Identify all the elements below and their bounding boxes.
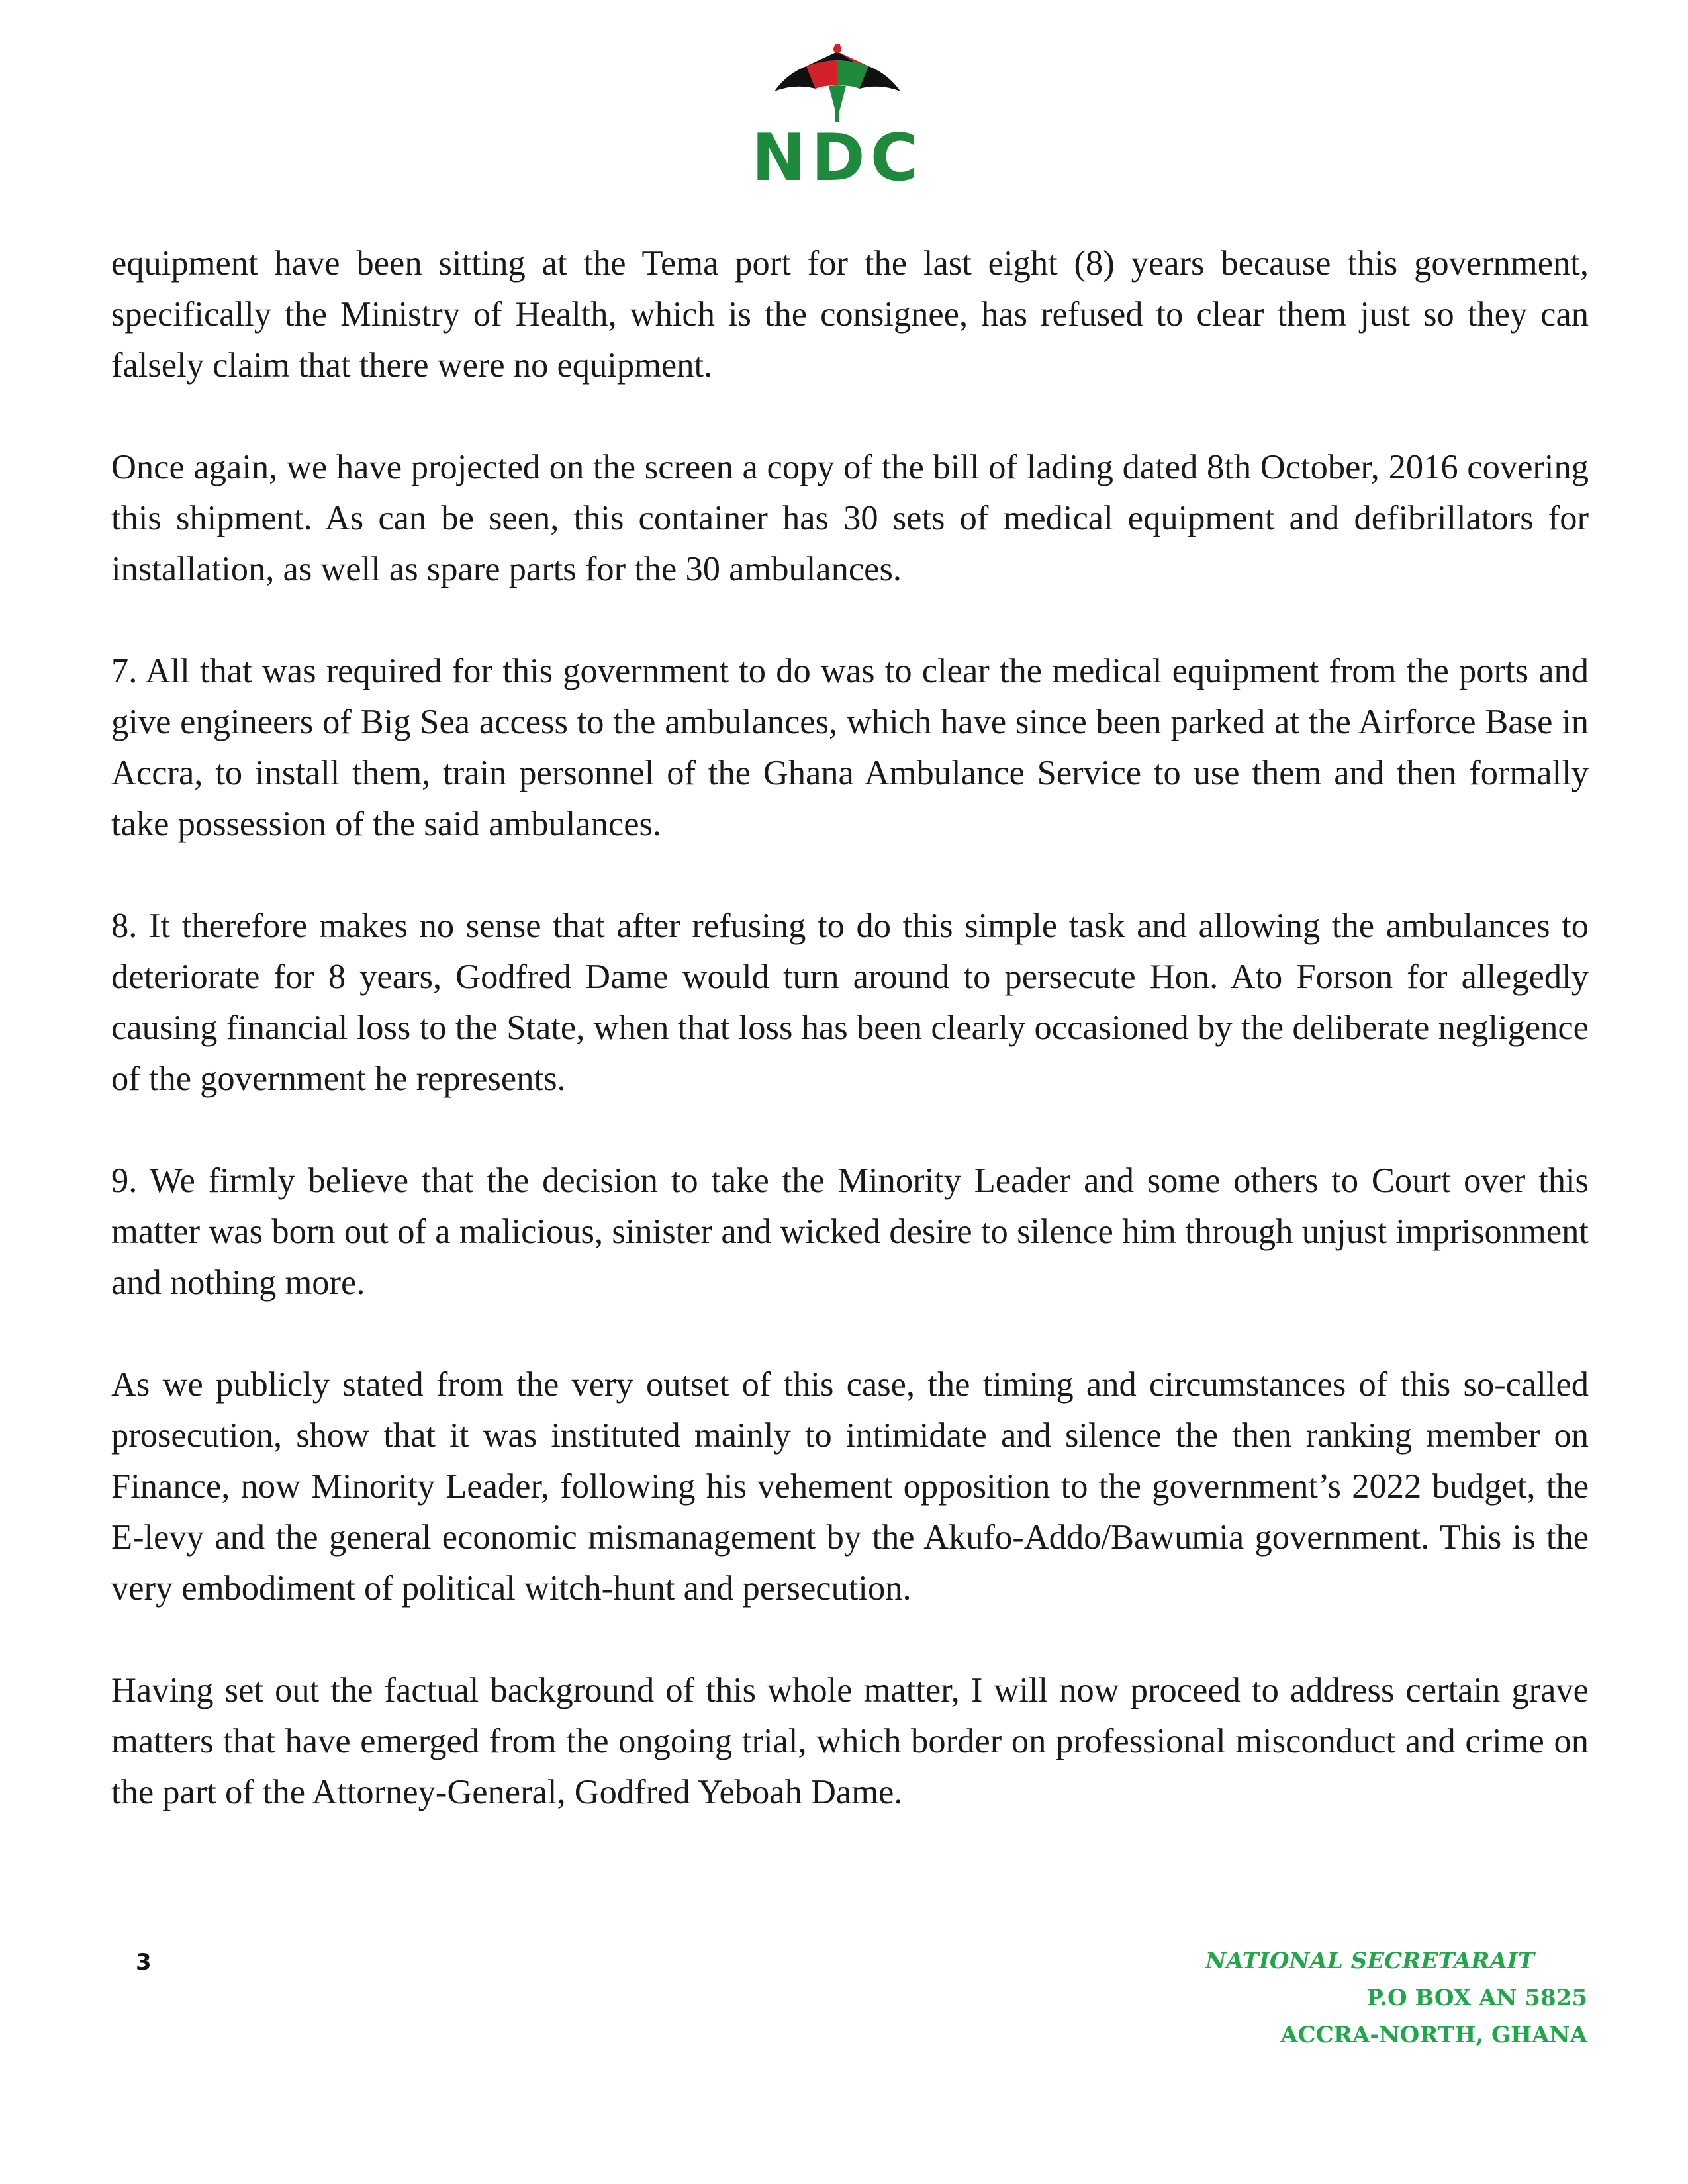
- page-number: 3: [136, 1949, 152, 1976]
- address-line-city: ACCRA-NORTH, GHANA: [1280, 2022, 1587, 2048]
- footer-address: [1124, 1942, 1587, 2054]
- logo-wordmark: NDC: [751, 120, 923, 196]
- paragraph: equipment have been sitting at the Tema port for the last eight (8) years because this government, specifically the Ministry of Health, which is the consignee, has refused to clear them just so they can falsely claim that there were no equipment.: [111, 244, 1589, 385]
- paragraph: As we publicly stated from the very outset of this case, the timing and circumstances of this so-called prosecution, show that it was instituted mainly to intimidate and silence the then ranking member on Finance, now Minority Leader, following his vehement opposition to the government’s 2022 budget, the E-levy and the general economic mismanagement by the Akufo-Addo/Bawumia government. This is the very embodiment of political witch-hunt and persecution.: [111, 1365, 1589, 1608]
- paragraph: Having set out the factual background of this whole matter, I will now proceed to address certain grave matters that have emerged from the ongoing trial, which border on professional misconduct and crime on the part of the Attorney-General, Godfred Yeboah Dame.: [111, 1671, 1589, 1811]
- paragraph: 9. We firmly believe that the decision to take the Minority Leader and some others to Court over this matter was born out of a malicious, sinister and wicked desire to silence him through unjust imprisonment and nothing more.: [111, 1161, 1589, 1302]
- document-body: [111, 238, 1589, 1869]
- paragraph: 8. It therefore makes no sense that after refusing to do this simple task and allowing the ambulances to deteriorate for 8 years, Godfred Dame would turn around to persecute Hon. Ato Forson for allegedly causing financial loss to the State, when that loss has been clearly occasioned by the deliberate negligence of the government he represents.: [111, 907, 1589, 1098]
- ndc-logo: [728, 40, 947, 199]
- paragraph: 7. All that was required for this government to do was to clear the medical equipment from the ports and give engineers of Big Sea access to the ambulances, which have since been parked at the Airforce Base in Accra, to install them, train personnel of the Ghana Ambulance Service to use them and then formally take possession of the said ambulances.: [111, 652, 1589, 843]
- paragraph: Once again, we have projected on the screen a copy of the bill of lading dated 8th October, 2016 covering this shipment. As can be seen, this container has 30 sets of medical equipment and defibrillators for installation, as well as spare parts for the 30 ambulances.: [111, 448, 1589, 588]
- ndc-umbrella-icon: [728, 40, 947, 126]
- address-line-secretariat: NATIONAL SECRETARAIT: [1205, 1948, 1534, 1974]
- address-line-po-box: P.O BOX AN 5825: [1366, 1985, 1587, 2011]
